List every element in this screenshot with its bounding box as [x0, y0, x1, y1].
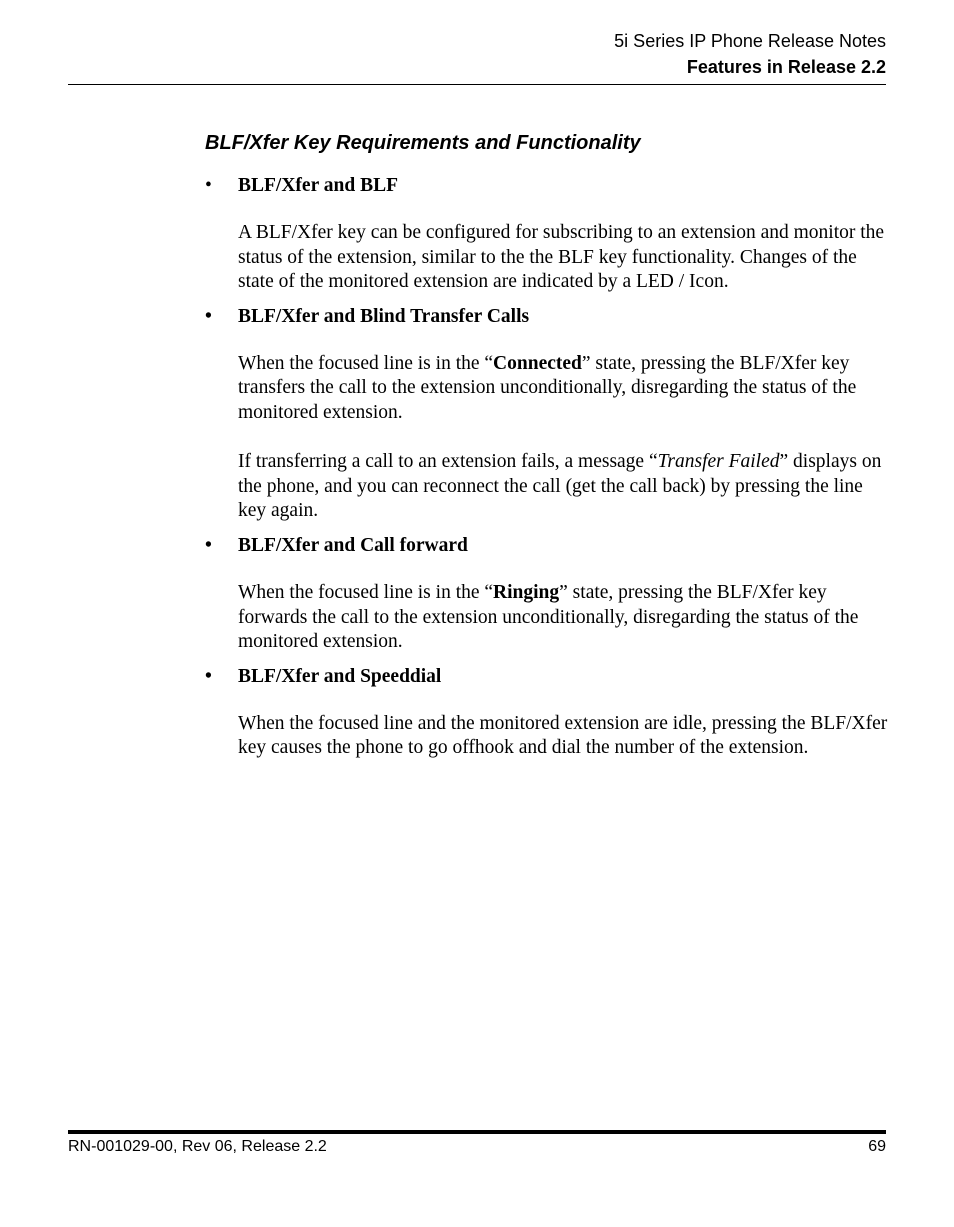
state-name: Connected [493, 352, 582, 374]
bullet-icon: • [205, 175, 212, 196]
message-text: Transfer Failed [657, 451, 780, 473]
bullet-icon: • [205, 534, 212, 556]
bullet-heading [205, 532, 895, 560]
document-revision: RN-001029-00, Rev 06, Release 2.2 [68, 1138, 327, 1155]
page-number: 69 [868, 1138, 886, 1155]
page-header [614, 28, 886, 80]
section-title: BLF/Xfer Key Requirements and Functionality [205, 132, 641, 154]
paragraph: When the focused line is in the “Ringing” state, pressing the BLF/Xfer key forwards the call to the extension unconditionally, disregarding the status of the monitored extension. [238, 581, 859, 653]
bullet-heading-text: BLF/Xfer and BLF [238, 175, 398, 196]
state-name: Ringing [493, 581, 560, 603]
paragraph: A BLF/Xfer key can be configured for subscribing to an extension and monitor the status of the extension, similar to the the BLF key functionality. Changes of the state of the monitored extension are indicated by a LED / Icon. [238, 222, 885, 293]
bullet-heading-text: BLF/Xfer and Blind Transfer Calls [238, 305, 530, 327]
bullet-heading [205, 172, 895, 200]
bullet-heading-text: BLF/Xfer and Speeddial [238, 665, 442, 687]
section-content [205, 172, 895, 761]
chapter-title: Features in Release 2.2 [686, 57, 886, 77]
bullet-icon: • [205, 305, 212, 327]
paragraph: When the focused line and the monitored extension are idle, pressing the BLF/Xfer key causes the phone to go offhook and dial the number of the extension. [238, 712, 888, 759]
bullet-icon: • [205, 665, 212, 687]
list-item [205, 532, 895, 655]
paragraph: If transferring a call to an extension fails, a message “Transfer Failed” displays on the phone, and you can reconnect the call (get the call back) by pressing the line key again. [238, 451, 882, 522]
list-item [205, 663, 895, 761]
footer-divider [68, 1130, 886, 1134]
paragraph: When the focused line is in the “Connected” state, pressing the BLF/Xfer key transfers the call to the extension unconditionally, disregarding the status of the monitored extension. [238, 352, 857, 423]
bullet-heading-text: BLF/Xfer and Call forward [238, 534, 468, 556]
bullet-heading [205, 663, 895, 691]
header-divider [68, 84, 886, 85]
list-item [205, 303, 895, 524]
bullet-heading [205, 303, 895, 331]
document-title: 5i Series IP Phone Release Notes [614, 31, 886, 51]
list-item [205, 172, 895, 295]
